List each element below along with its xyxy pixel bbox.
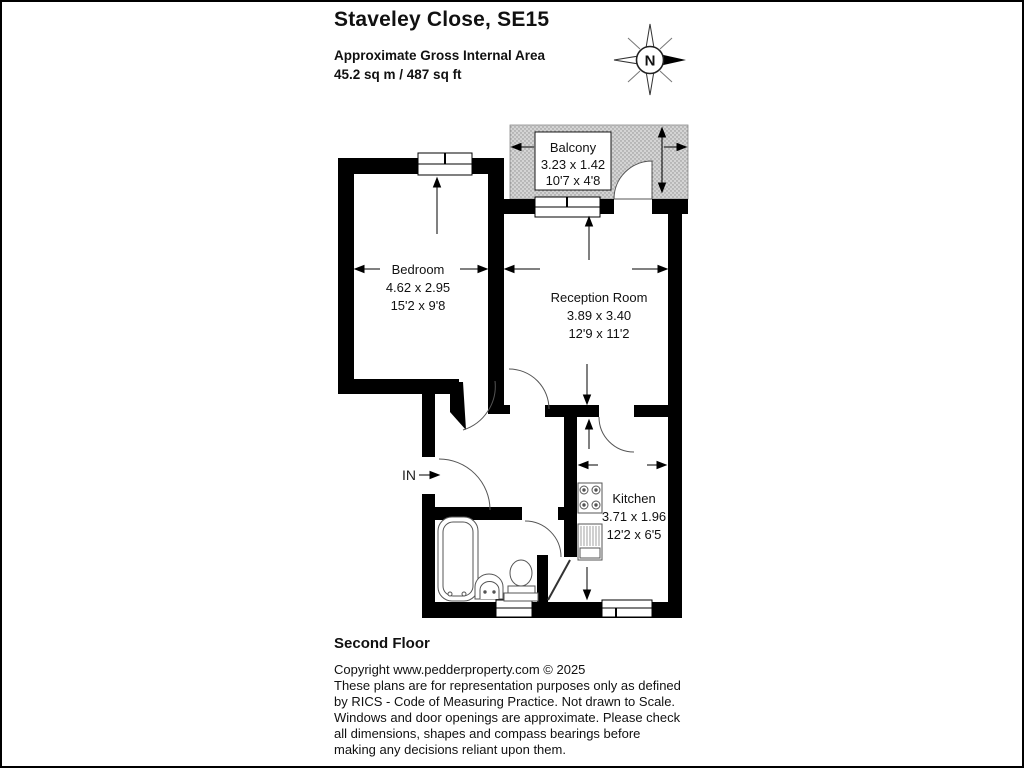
wall (488, 158, 504, 405)
room-dim-metric-bedroom: 4.62 x 2.95 (385, 280, 451, 295)
compass-rose (614, 24, 686, 95)
room-label-balcony: Balcony (549, 140, 597, 155)
room-label-bedroom: Bedroom (391, 262, 445, 277)
room-dim-metric-balcony: 3.23 x 1.42 (540, 157, 606, 172)
reception-door-arc (509, 369, 549, 409)
room-dim-metric-reception: 3.89 x 3.40 (566, 308, 632, 323)
room-label-kitchen: Kitchen (612, 491, 656, 506)
area-value: 45.2 sq m / 487 sq ft (334, 67, 462, 82)
bathroom-fixtures (438, 517, 538, 601)
toilet-bowl (510, 560, 532, 586)
bedroom-door-leaf (450, 382, 466, 430)
disclaimer-line: by RICS - Code of Measuring Practice. Not drawn to Scale. (334, 694, 676, 709)
copyright-line: Copyright www.pedderproperty.com © 2025 (334, 662, 586, 677)
entrance-arrow-head (430, 472, 439, 479)
entrance-door-arc (439, 459, 490, 510)
sink-bowl (480, 582, 499, 600)
room-dim-imperial-reception: 12'9 x 11'2 (568, 326, 630, 341)
drainer-lines (581, 526, 599, 546)
disclaimer-line: These plans are for representation purposes only as defined (334, 678, 681, 693)
bathtub-tap (448, 592, 452, 596)
room-dim-metric-kitchen: 3.71 x 1.96 (601, 509, 667, 524)
footer (334, 635, 681, 758)
room-dim-imperial-balcony: 10'7 x 4'8 (545, 173, 601, 188)
bathtub-inner (443, 522, 473, 596)
kitchen-door-arc (599, 417, 634, 452)
toilet-base (504, 593, 538, 601)
page-title: Staveley Close, SE15 (334, 8, 550, 31)
wall (504, 199, 535, 214)
area-label: Approximate Gross Internal Area (334, 48, 546, 63)
wall (545, 405, 599, 417)
wall (564, 415, 577, 557)
entrance-label: IN (402, 467, 416, 483)
wall (488, 405, 510, 414)
sink-tap (493, 591, 495, 593)
wall (338, 379, 459, 394)
room-dim-imperial-kitchen: 12'2 x 6'5 (606, 527, 662, 542)
floor-label: Second Floor (334, 635, 430, 652)
disclaimer-line: all dimensions, shapes and compass bearings before (334, 726, 641, 741)
kitchen-fixtures (578, 483, 602, 560)
room-dim-imperial-bedroom: 15'2 x 9'8 (390, 298, 446, 313)
wc-door-leaf (548, 560, 570, 600)
kitchen-sink (580, 548, 600, 558)
room-label-reception: Reception Room (550, 290, 648, 305)
toilet-cistern (508, 586, 535, 593)
wall (422, 507, 522, 520)
sink-tap (484, 591, 486, 593)
bathtub-tap (462, 592, 466, 596)
disclaimer-line: Windows and door openings are approximate. Please check (334, 710, 681, 725)
wall (668, 199, 682, 618)
disclaimer-line: making any decisions reliant upon them. (334, 742, 566, 757)
bathroom-door-arc (525, 521, 561, 557)
compass-north-label: N (644, 52, 656, 70)
wall (600, 199, 614, 214)
wall (338, 158, 354, 394)
wall (537, 555, 548, 602)
wall (422, 394, 435, 457)
wall (634, 405, 670, 417)
walls (338, 158, 688, 618)
